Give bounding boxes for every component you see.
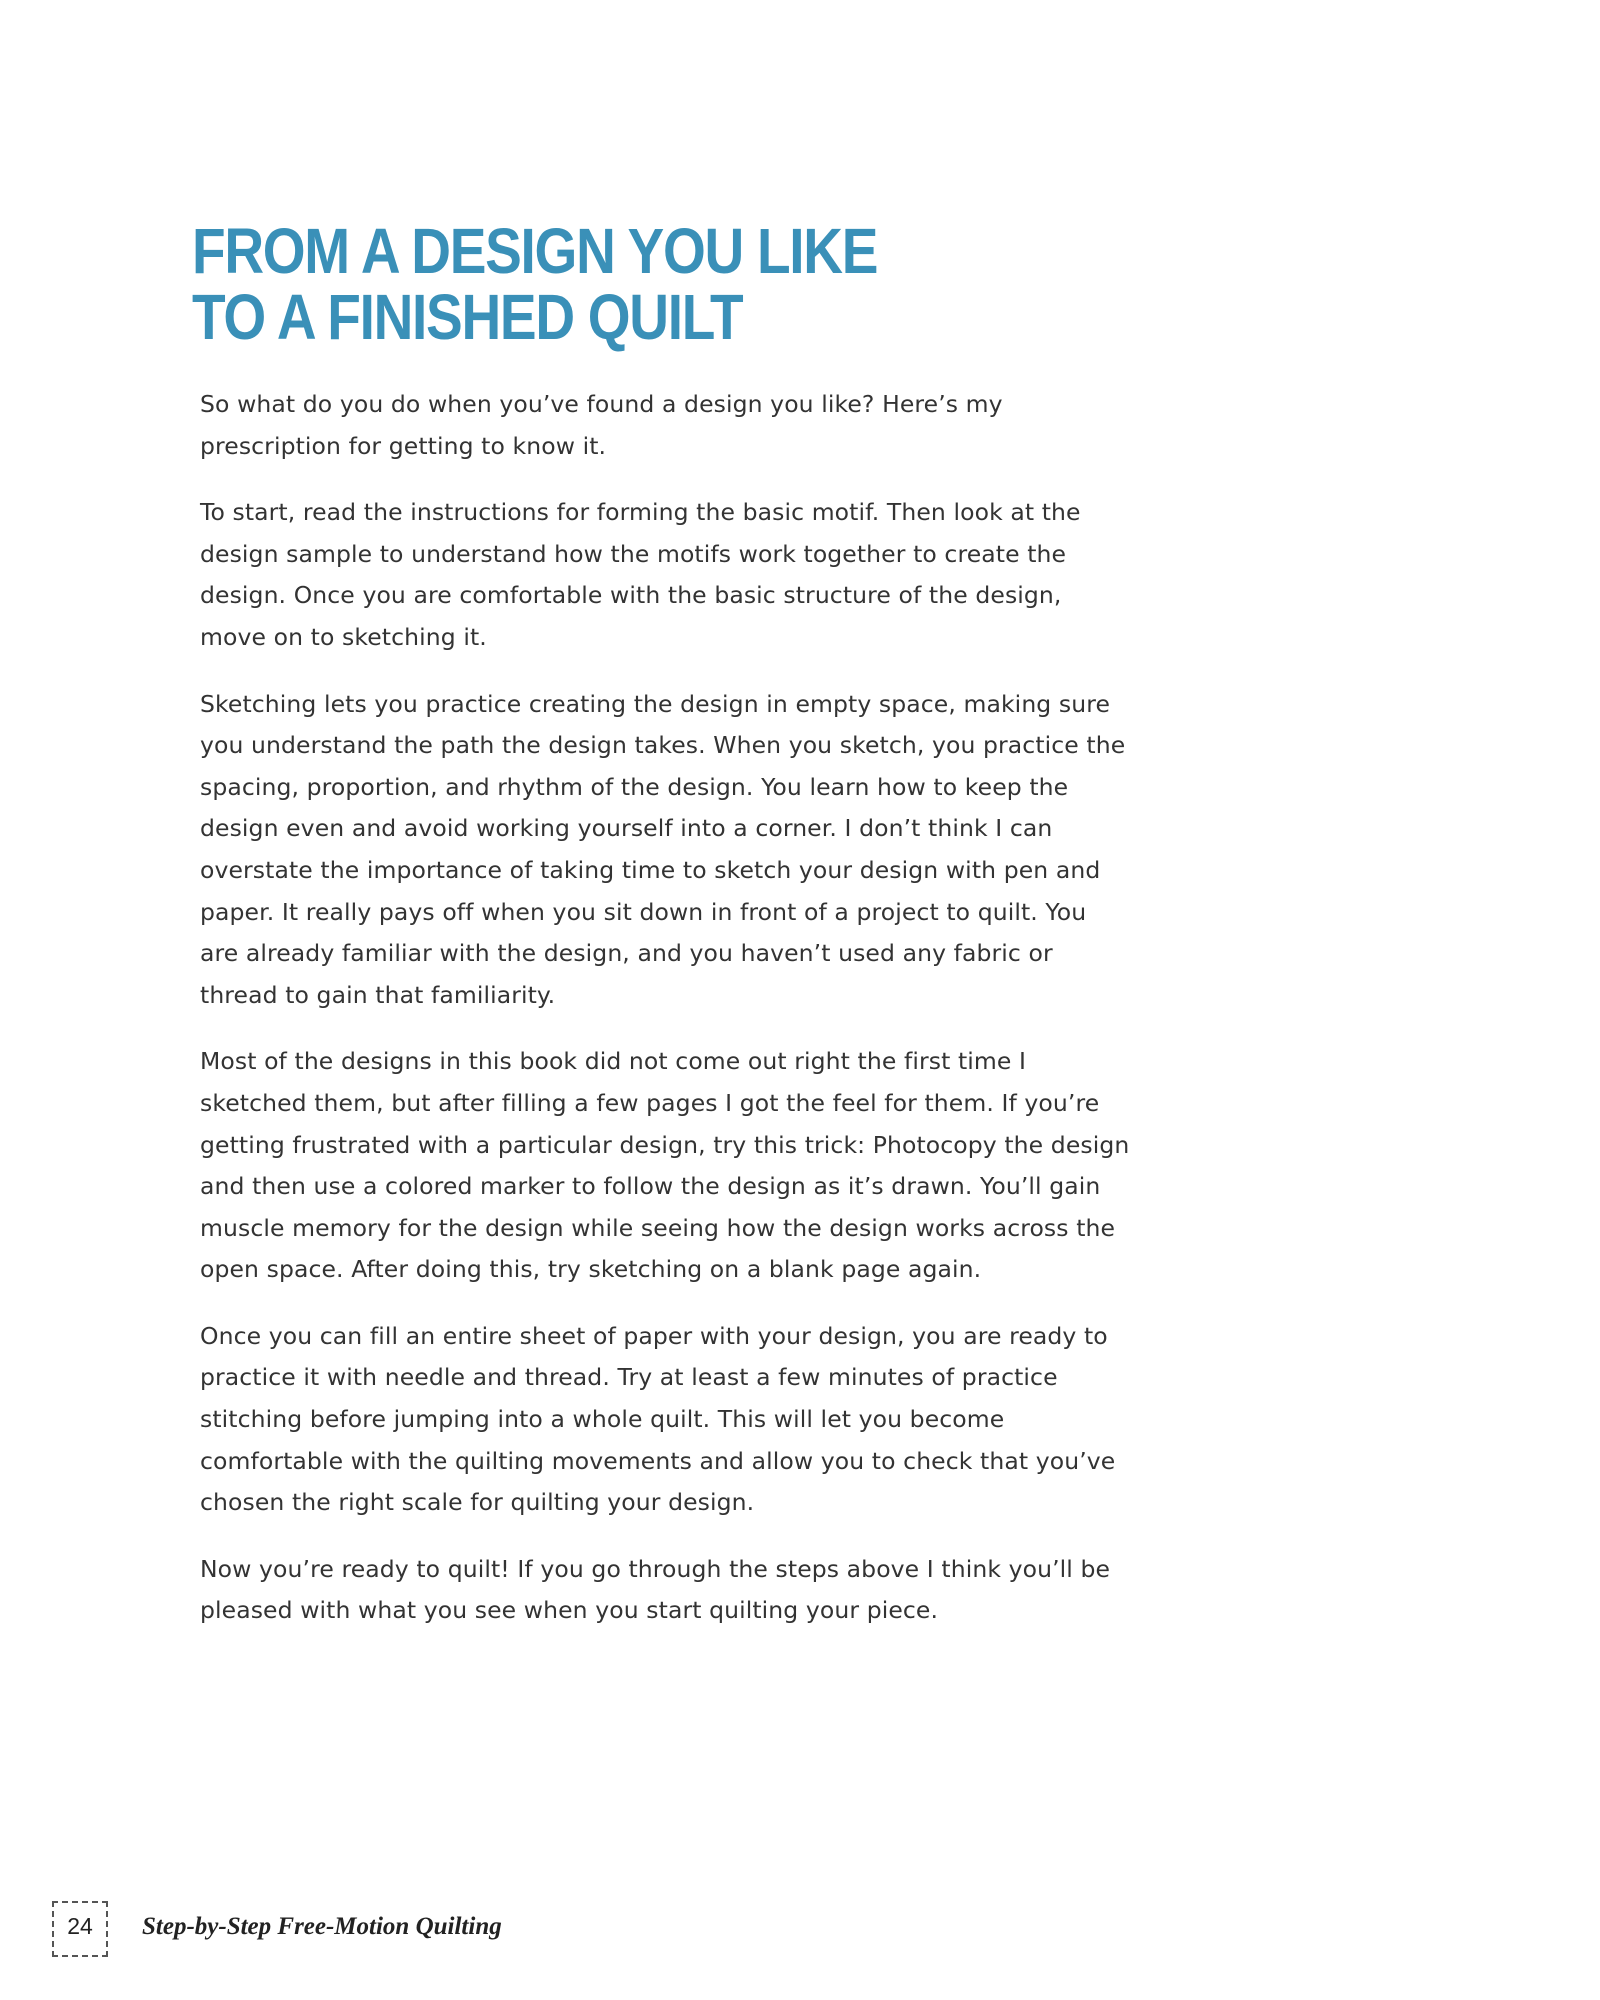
- paragraph-sketching: Sketching lets you practice creating the design in empty space, making sure you understand the path the design takes. When you sketch, you practice the spacing, proportion, and rhythm of the design. You learn how to keep the design even and avoid working yourself into a corner. I don’t think I can overstate the importance of taking time to sketch your design with pen and paper. It really pays off when you sit down in front of a project to quilt. You are already familiar with the design, and you haven’t used any fabric or thread to gain that familiarity.: [200, 689, 1126, 1009]
- page-title: [192, 215, 878, 353]
- body-text: [200, 384, 1130, 1657]
- page-title-line-2: TO A FINISHED QUILT: [192, 281, 743, 353]
- paragraph-start: To start, read the instructions for forming the basic motif. Then look at the design sample to understand how the motifs work together to create the design. Once you are comfortable with the basic structure of the design, move on to sketching it.: [200, 498, 1081, 651]
- paragraph-ready: Now you’re ready to quilt! If you go through the steps above I think you’ll be pleased with what you see when you start quilting your piece.: [200, 1554, 1111, 1625]
- paragraph-trick: Most of the designs in this book did not come out right the first time I sketched them, but after filling a few pages I got the feel for them. If you’re getting frustrated with a particular design, try this trick: Photocopy the design and then use a colored marker to follow the design as it’s drawn. You’ll gain muscle memory for the design while seeing how the design works across the open space. After doing this, try sketching on a blank page again.: [200, 1047, 1130, 1284]
- page-number: 24: [52, 1901, 108, 1957]
- paragraph-practice: Once you can fill an entire sheet of paper with your design, you are ready to practice it with needle and thread. Try at least a few minutes of practice stitching before jumping into a whole quilt. This will let you become comfortable with the quilting movements and allow you to check that you’ve chosen the right scale for quilting your design.: [200, 1321, 1116, 1517]
- running-book-title: Step-by-Step Free-Motion Quilting: [142, 1913, 502, 1940]
- page-title-line-1: FROM A DESIGN YOU LIKE: [192, 215, 878, 287]
- paragraph-intro: So what do you do when you’ve found a design you like? Here’s my prescription for getting to know it.: [200, 390, 1003, 460]
- page-footer: [52, 1898, 502, 1960]
